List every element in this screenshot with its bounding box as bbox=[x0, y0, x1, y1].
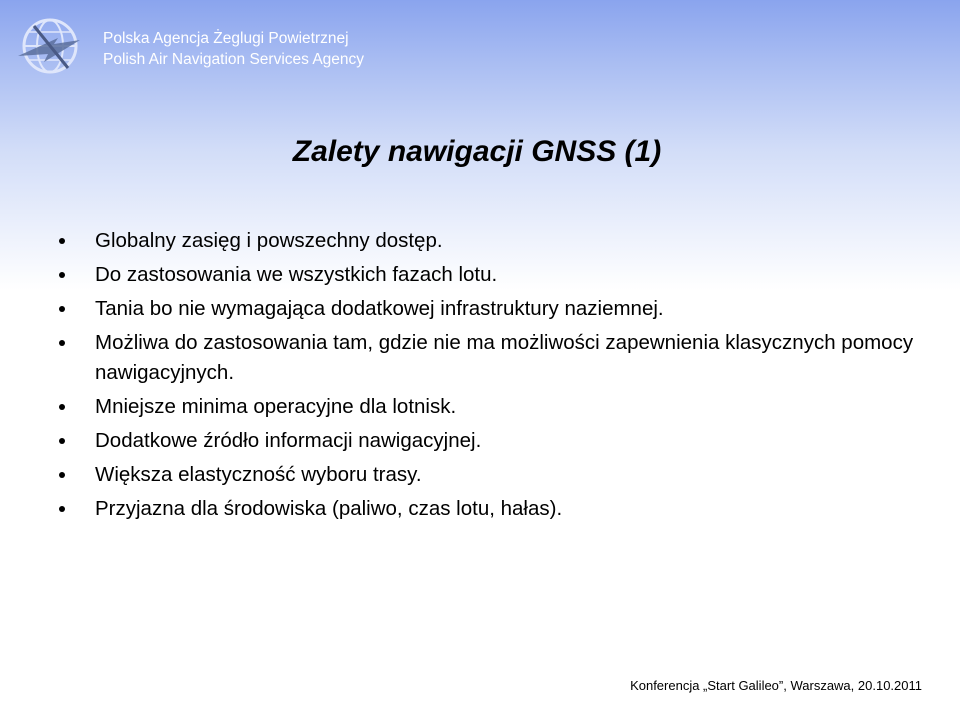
list-item-text: Globalny zasięg i powszechny dostęp. bbox=[95, 229, 443, 252]
list-item bbox=[50, 494, 920, 524]
bullet-icon bbox=[59, 472, 65, 478]
bullet-icon bbox=[59, 404, 65, 410]
organization-name-pl: Polska Agencja Żeglugi Powietrznej bbox=[103, 30, 349, 47]
globe-wings-icon bbox=[14, 10, 84, 82]
list-item-text: Przyjazna dla środowiska (paliwo, czas lotu, hałas). bbox=[95, 497, 563, 520]
slide-title bbox=[0, 134, 960, 170]
list-item bbox=[50, 294, 920, 324]
slide-title-text: Zalety nawigacji GNSS (1) bbox=[292, 135, 662, 168]
bullet-icon bbox=[59, 506, 65, 512]
list-item-text: Do zastosowania we wszystkich fazach lotu. bbox=[95, 263, 498, 286]
list-item bbox=[50, 426, 920, 456]
bullet-icon bbox=[59, 438, 65, 444]
bullet-icon bbox=[59, 238, 65, 244]
bullet-icon bbox=[59, 272, 65, 278]
bullet-icon bbox=[59, 306, 65, 312]
list-item-text: Mniejsze minima operacyjne dla lotnisk. bbox=[95, 395, 457, 418]
list-item-text: Dodatkowe źródło informacji nawigacyjnej. bbox=[95, 429, 482, 452]
list-item-text: Tania bo nie wymagająca dodatkowej infrastruktury naziemnej. bbox=[95, 297, 664, 320]
list-item bbox=[50, 260, 920, 290]
bullet-list bbox=[50, 226, 920, 528]
bullet-icon bbox=[59, 340, 65, 346]
list-item-text: Większa elastyczność wyboru trasy. bbox=[95, 463, 422, 486]
list-item-text: Możliwa do zastosowania tam, gdzie nie ma możliwości zapewnienia klasycznych pomocy nawigacyjnych. bbox=[95, 331, 914, 384]
organization-name-en: Polish Air Navigation Services Agency bbox=[103, 51, 365, 68]
list-item bbox=[50, 328, 920, 388]
list-item bbox=[50, 392, 920, 422]
list-item bbox=[50, 460, 920, 490]
footer-conference: Konferencja „Start Galileo”, Warszawa, 20.10.2011 bbox=[630, 678, 922, 693]
organization-name bbox=[103, 28, 364, 70]
list-item bbox=[50, 226, 920, 256]
